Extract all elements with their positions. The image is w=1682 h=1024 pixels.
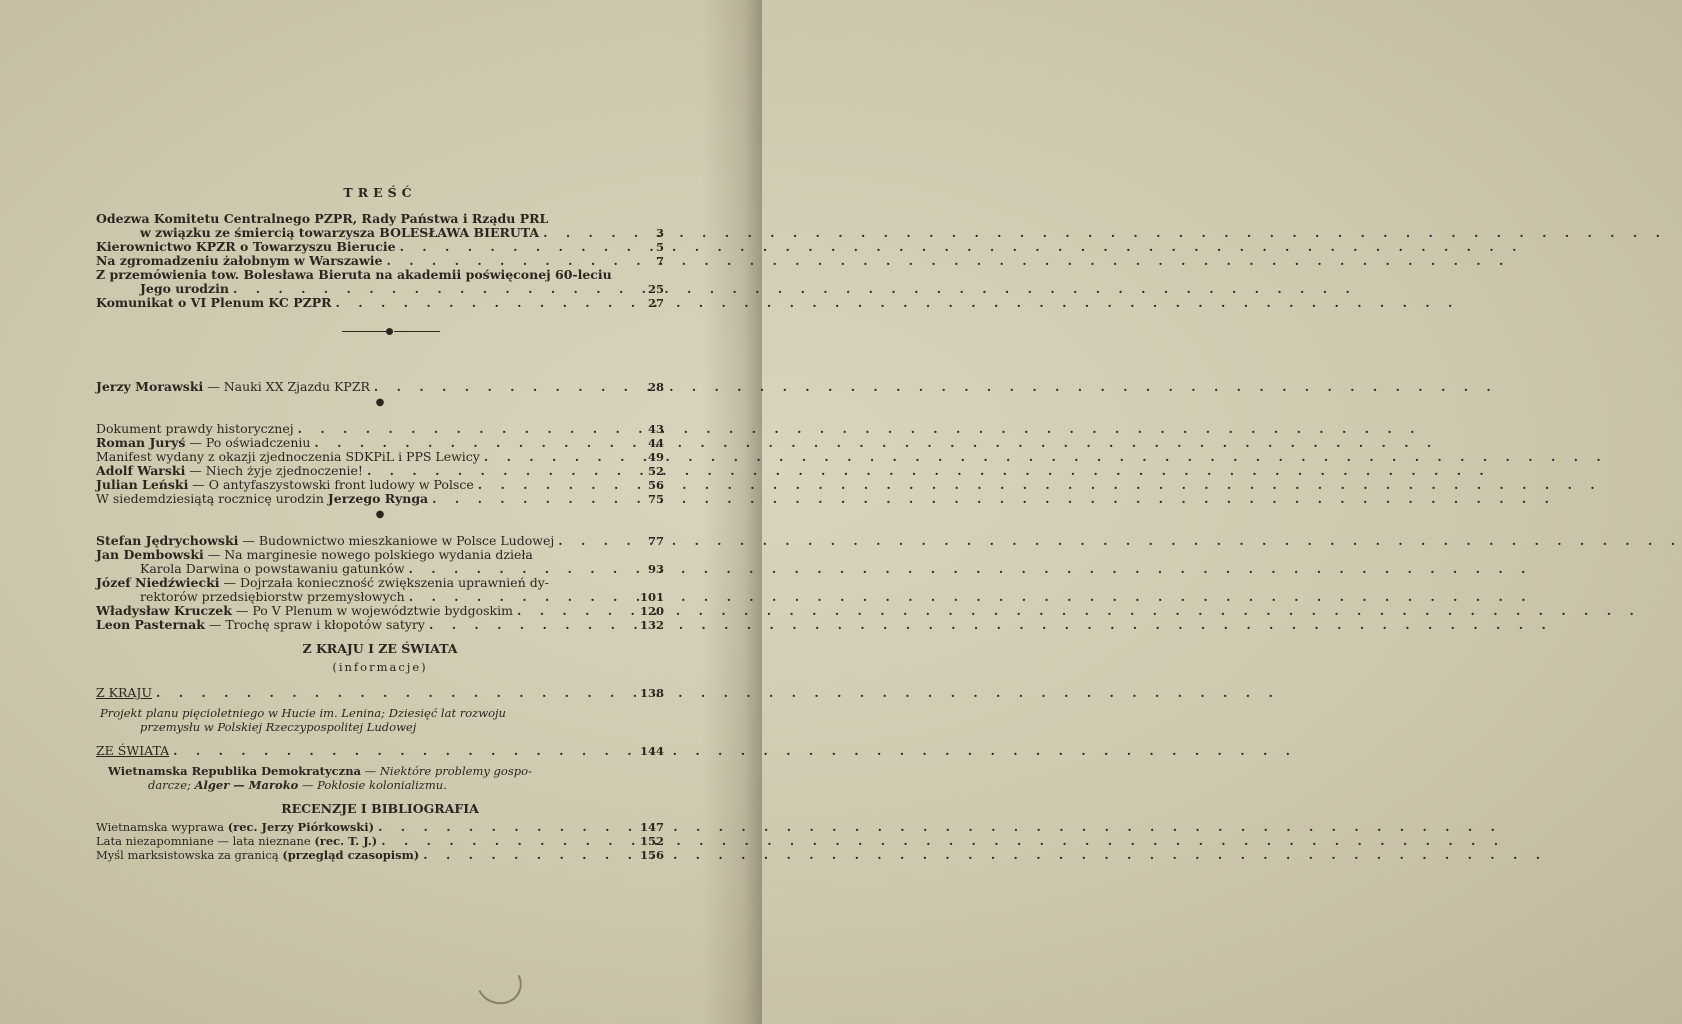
dot-leader: [367, 464, 634, 478]
toc-entry[interactable]: [96, 618, 664, 632]
toc-heading: TREŚĆ: [343, 185, 417, 200]
toc-entry[interactable]: [96, 562, 664, 576]
dot-leader: [423, 848, 634, 862]
entry-page: 52: [647, 464, 664, 478]
entry-separator: —: [203, 379, 224, 394]
entry-text: O antyfaszystowski front ludowy w Polsce: [208, 477, 474, 492]
section-title-reviews: RECENZJE I BIBLIOGRAFIA: [281, 801, 479, 816]
toc-entry[interactable]: [96, 492, 664, 506]
dot-leader: [381, 834, 634, 848]
entry-title: [96, 296, 332, 310]
entry-separator: —: [203, 547, 225, 562]
section-title-world: Z KRAJU I ZE ŚWIATA: [302, 641, 458, 656]
entry-title: [96, 576, 549, 590]
entry-text: Odezwa Komitetu Centralnego PZPR, Rady Państwa i Rządu PRL: [96, 211, 549, 226]
entry-text: Na marginesie nowego polskiego wydania dzieła: [224, 547, 533, 562]
toc-entry[interactable]: [96, 212, 664, 226]
entry-page: 3: [655, 226, 664, 240]
entry-page: 44: [647, 436, 664, 450]
entry-page: 7: [655, 254, 664, 268]
entry-title: [96, 492, 428, 506]
toc-entry[interactable]: [96, 240, 664, 254]
dot-leader: [429, 618, 634, 632]
toc-entry[interactable]: [96, 478, 664, 492]
entry-text: Na zgromadzeniu żałobnym w Warszawie: [96, 253, 383, 268]
entry-reviewer: (rec. Jerzy Piórkowski): [227, 820, 375, 834]
entry-author: Adolf Warski: [96, 463, 186, 478]
entry-author: Władysław Kruczek: [96, 603, 232, 618]
entry-title: [96, 254, 383, 268]
entry-title: [96, 240, 396, 254]
toc-entry[interactable]: [96, 282, 664, 296]
entry-page: 138: [639, 686, 664, 700]
entry-text: Po V Plenum w województwie bydgoskim: [252, 603, 513, 618]
entry-text: Nauki XX Zjazdu KPZR: [223, 379, 370, 394]
entry-title: [96, 436, 310, 450]
entry-title: [96, 820, 374, 834]
entry-text-bold: Jerzego Rynga: [327, 491, 429, 506]
entry-page: 75: [647, 492, 664, 506]
entry-author: Julian Leński: [96, 477, 189, 492]
ornament-divider: [96, 322, 664, 342]
entry-text: w związku ze śmiercią towarzysza BOLESŁAWA BIERUTA: [140, 225, 540, 240]
asterisk-separator: ●: [375, 397, 385, 408]
entry-title: [96, 212, 548, 226]
entry-separator: —: [231, 603, 253, 618]
toc-entry[interactable]: [96, 254, 664, 268]
toc-entry[interactable]: [96, 380, 664, 394]
dot-leader: [387, 254, 635, 268]
toc-entry[interactable]: [96, 604, 664, 618]
dot-leader: [543, 226, 634, 240]
entry-page: 93: [647, 562, 664, 576]
ink-mark: [470, 955, 528, 1010]
entry-text: Wietnamska wyprawa: [96, 820, 228, 834]
entry-page: 132: [639, 618, 664, 632]
entry-title: ZE ŚWIATA: [96, 743, 170, 758]
entry-title: [96, 450, 480, 464]
entry-text: Budownictwo mieszkaniowe w Polsce Ludowej: [258, 533, 555, 548]
entry-separator: —: [204, 617, 226, 632]
dot-leader: [432, 492, 634, 506]
entry-page: 27: [647, 296, 664, 310]
entry-title: [140, 282, 229, 296]
review-entries: [96, 820, 664, 862]
dot-leader: [409, 562, 634, 576]
dot-leader: [374, 380, 634, 394]
intro-entries: [96, 212, 664, 310]
entry-author: Józef Niedźwiecki: [96, 575, 220, 590]
entry-page: 156: [639, 848, 664, 862]
dot-leader: [484, 450, 634, 464]
toc-entry[interactable]: [96, 226, 664, 240]
entry-title: [96, 618, 425, 632]
dot-leader: [400, 240, 634, 254]
toc-entry[interactable]: [96, 422, 664, 436]
entry-title: [140, 562, 405, 576]
entry-reviewer: (przegląd czasopism): [282, 848, 420, 862]
entry-page: 144: [639, 744, 664, 758]
entry-title: [96, 478, 474, 492]
entry-title: [96, 534, 554, 548]
entry-text: Manifest wydany z okazji zjednoczenia SDKPiL i PPS Lewicy: [96, 449, 480, 464]
dot-leader: [409, 590, 634, 604]
entry-page: 152: [639, 834, 664, 848]
entry-page: 101: [639, 590, 664, 604]
entry-separator: —: [188, 477, 209, 492]
toc-entry[interactable]: [96, 450, 664, 464]
articles-group-3: [96, 534, 664, 632]
entry-text: Komunikat o VI Plenum KC PZPR: [96, 295, 332, 310]
entry-page: 49: [647, 450, 664, 464]
dot-leader: [517, 604, 634, 618]
entry-page: 120: [639, 604, 664, 618]
entry-author: Jan Dembowski: [96, 547, 204, 562]
entry-reviewer: (rec. T. J.): [314, 834, 378, 848]
divider-dot: [386, 328, 393, 335]
toc-entry[interactable]: [96, 590, 664, 604]
table-of-contents: [96, 186, 664, 862]
entry-page: 28: [647, 380, 664, 394]
entry-text: Jego urodzin: [140, 281, 229, 296]
toc-entry[interactable]: [96, 576, 664, 590]
dot-leader: [558, 534, 634, 548]
entry-text: Z przemówienia tow. Bolesława Bieruta na akademii poświęconej 60-leciu: [96, 267, 612, 282]
toc-entry-swiat[interactable]: [96, 744, 664, 758]
entry-description: Projekt planu pięcioletniego w Hucie im. Lenina; Dziesięć lat rozwoju przemysłu w Polskiej Rzeczypospolitej Ludowej: [100, 706, 506, 734]
toc-entry[interactable]: [96, 436, 664, 450]
entry-page: 56: [647, 478, 664, 492]
entry-author: Leon Pasternak: [96, 617, 205, 632]
articles-group-2: [96, 422, 664, 506]
page-edge-shadow: [702, 0, 762, 1024]
entry-text: Myśl marksistowska za granicą: [96, 848, 283, 862]
toc-entry[interactable]: [96, 464, 664, 478]
entry-title: [96, 834, 377, 848]
dot-leader: [478, 478, 634, 492]
entry-title: [96, 848, 419, 862]
entry-title: [96, 380, 370, 394]
review-entry[interactable]: [96, 834, 664, 848]
entry-title: [96, 268, 612, 282]
entry-text: W siedemdziesiątą rocznicę urodzin: [96, 491, 328, 506]
entry-page: 43: [647, 422, 664, 436]
entry-title: [96, 464, 363, 478]
entry-text: Niech żyje zjednoczenie!: [205, 463, 363, 478]
entry-text: rektorów przedsiębiorstw przemysłowych: [140, 589, 405, 604]
entry-author: Jerzy Morawski: [96, 379, 204, 394]
toc-entry[interactable]: [96, 268, 664, 282]
entry-text: Lata niezapomniane — lata nieznane: [96, 834, 315, 848]
entry-title: Z KRAJU: [96, 685, 152, 700]
entry-text: Dokument prawdy historycznej: [96, 421, 294, 436]
entry-separator: —: [219, 575, 240, 590]
toc-entry[interactable]: [96, 296, 664, 310]
entry-text: Po oświadczeniu: [205, 435, 311, 450]
entry-page: 77: [647, 534, 664, 548]
entry-page: 5: [655, 240, 664, 254]
entry-separator: —: [185, 463, 206, 478]
entry-page: 147: [639, 820, 664, 834]
articles-group-1: [96, 380, 664, 394]
entry-text: Karola Darwina o powstawaniu gatunków: [140, 561, 405, 576]
entry-author: Stefan Jędrychowski: [96, 533, 239, 548]
entry-title: [140, 226, 539, 240]
review-entry[interactable]: [96, 848, 664, 862]
asterisk-separator: ●: [375, 509, 385, 520]
entry-description: Wietnamska Republika Demokratyczna — Niektóre problemy gospo- darcze; Alger — Maroko — Pokłosie kolonializmu.: [108, 764, 532, 792]
entry-title: [140, 590, 405, 604]
entry-separator: —: [238, 533, 259, 548]
dot-leader: [314, 436, 634, 450]
entry-title: [96, 604, 513, 618]
entry-title: [96, 422, 294, 436]
dot-leader: [298, 422, 634, 436]
dot-leader: [378, 820, 634, 834]
toc-entry[interactable]: [96, 548, 664, 562]
entry-text: Dojrzała konieczność zwiększenia uprawnień dy-: [239, 575, 550, 590]
toc-entry[interactable]: [96, 534, 664, 548]
entry-page: 25: [647, 282, 664, 296]
entry-title: [96, 548, 533, 562]
dot-leader: [233, 282, 634, 296]
entry-author: Roman Juryś: [96, 435, 186, 450]
toc-entry-kraj[interactable]: [96, 686, 664, 700]
dot-leader: [336, 296, 634, 310]
review-entry[interactable]: [96, 820, 664, 834]
entry-text: Trochę spraw i kłopotów satyry: [225, 617, 425, 632]
entry-separator: —: [185, 435, 206, 450]
entry-text: Kierownictwo KPZR o Towarzyszu Bierucie: [96, 239, 396, 254]
section-subtitle: (informacje): [332, 660, 428, 674]
